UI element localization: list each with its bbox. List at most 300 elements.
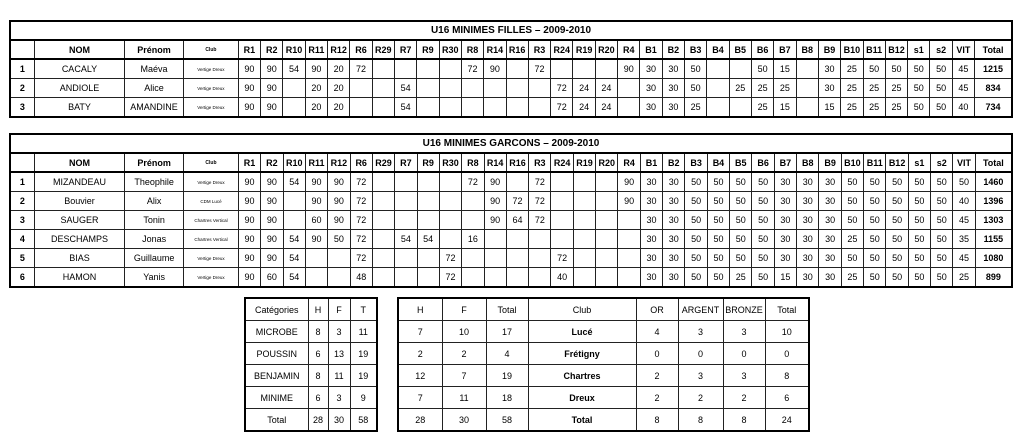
score-cell: 72	[528, 59, 550, 79]
score-cell	[328, 268, 350, 288]
score-cell: 30	[774, 249, 796, 268]
score-cell: 48	[350, 268, 372, 288]
score-cell: 24	[595, 98, 617, 118]
boys-col-header: Total	[975, 153, 1012, 172]
girls-col-header: R30	[439, 40, 461, 59]
score-cell	[372, 59, 394, 79]
score-cell	[707, 79, 729, 98]
score-cell	[462, 211, 484, 230]
score-cell: 30	[663, 249, 685, 268]
girls-col-header: R24	[551, 40, 573, 59]
score-cell: 50	[931, 268, 953, 288]
score-cell	[596, 192, 618, 211]
score-cell: 30	[818, 79, 840, 98]
score-cell	[417, 59, 439, 79]
score-cell: 25	[885, 98, 907, 118]
score-cell	[529, 249, 551, 268]
categories-row	[245, 387, 377, 409]
score-cell: 50	[886, 211, 908, 230]
score-cell	[506, 98, 528, 118]
categories-header-row	[245, 298, 377, 321]
score-cell: 30	[640, 98, 662, 118]
score-cell: 54	[283, 249, 305, 268]
score-cell: 30	[819, 268, 841, 288]
score-cell	[417, 211, 439, 230]
girls-col-header: s2	[930, 40, 952, 59]
boys-col-header: R29	[372, 153, 394, 172]
score-cell: 25	[774, 79, 796, 98]
girls-col-header: R8	[461, 40, 483, 59]
score-cell: 20	[305, 98, 327, 118]
score-cell: 50	[864, 211, 886, 230]
boys-col-header: R11	[305, 153, 327, 172]
clubs-col-header: F	[442, 298, 486, 321]
rank-cell: 6	[10, 268, 34, 288]
boys-col-header: B1	[640, 153, 662, 172]
score-cell: 30	[819, 230, 841, 249]
score-cell: 50	[931, 249, 953, 268]
score-cell	[596, 268, 618, 288]
club-cell: Vertige Dreux	[184, 268, 239, 288]
score-cell	[707, 59, 729, 79]
score-cell: 90	[305, 192, 327, 211]
clubs-cell: 0	[636, 343, 678, 365]
score-cell	[506, 268, 528, 288]
girls-col-header: B6	[751, 40, 773, 59]
clubs-cell: 6	[765, 387, 809, 409]
score-cell: 45	[953, 249, 975, 268]
boys-header-row	[10, 153, 1012, 172]
score-cell: 90	[618, 172, 640, 192]
score-cell: 54	[283, 59, 305, 79]
score-cell: 30	[819, 211, 841, 230]
score-cell	[350, 79, 372, 98]
categories-cell: 9	[350, 387, 377, 409]
clubs-cell: 17	[486, 321, 528, 343]
clubs-cell: 3	[678, 365, 723, 387]
score-cell: 15	[774, 98, 796, 118]
score-cell: 50	[908, 192, 930, 211]
score-cell: 90	[305, 230, 327, 249]
girls-col-header: B2	[662, 40, 684, 59]
clubs-cell: 10	[765, 321, 809, 343]
girls-row	[10, 59, 1012, 79]
categories-cell: 3	[328, 321, 350, 343]
clubs-col-header: BRONZE	[723, 298, 765, 321]
boys-col-header: B4	[707, 153, 729, 172]
prenom-cell: Guillaume	[125, 249, 184, 268]
score-cell: 50	[908, 268, 930, 288]
prenom-cell: AMANDINE	[125, 98, 184, 118]
boys-col-header: R10	[283, 153, 305, 172]
score-cell: 40	[551, 268, 573, 288]
score-cell	[395, 268, 417, 288]
score-cell: 15	[774, 268, 796, 288]
girls-col-header: R12	[328, 40, 350, 59]
score-cell: 90	[238, 268, 260, 288]
score-cell: 90	[261, 211, 283, 230]
rank-cell: 5	[10, 249, 34, 268]
score-cell	[417, 98, 439, 118]
boys-col-header: Club	[184, 153, 239, 172]
score-cell: 25	[729, 79, 751, 98]
score-cell: 72	[439, 268, 461, 288]
score-cell: 30	[797, 249, 819, 268]
clubs-cell: 2	[678, 387, 723, 409]
score-cell	[305, 268, 327, 288]
prenom-cell: Jonas	[125, 230, 184, 249]
score-cell: 30	[663, 192, 685, 211]
clubs-cell: 4	[486, 343, 528, 365]
boys-col-header: NOM	[34, 153, 124, 172]
score-cell: 30	[819, 249, 841, 268]
score-cell: 50	[730, 211, 752, 230]
nom-cell: HAMON	[34, 268, 124, 288]
clubs-cell: 2	[398, 343, 442, 365]
girls-col-header: B10	[841, 40, 863, 59]
score-cell: 50	[328, 230, 350, 249]
score-cell: 54	[417, 230, 439, 249]
boys-col-header: R30	[439, 153, 461, 172]
score-cell	[729, 98, 751, 118]
girls-col-header: R20	[595, 40, 617, 59]
boys-row	[10, 211, 1012, 230]
score-cell	[573, 268, 595, 288]
score-cell	[618, 268, 640, 288]
score-cell	[283, 79, 305, 98]
score-cell: 30	[797, 172, 819, 192]
score-cell: 90	[618, 59, 640, 79]
total-cell: 734	[975, 98, 1012, 118]
score-cell: 25	[885, 79, 907, 98]
club-cell: Vertige Dreux	[183, 98, 238, 118]
score-cell: 20	[328, 79, 350, 98]
categories-cell: 3	[328, 387, 350, 409]
score-cell: 90	[305, 172, 327, 192]
categories-cell: 6	[308, 343, 328, 365]
score-cell: 50	[730, 230, 752, 249]
score-cell: 30	[774, 192, 796, 211]
score-cell: 30	[797, 268, 819, 288]
score-cell	[506, 79, 528, 98]
boys-table-title: U16 MINIMES GARCONS – 2009-2010	[10, 134, 1012, 153]
girls-col-header: R1	[238, 40, 260, 59]
score-cell: 50	[752, 249, 774, 268]
score-cell: 50	[931, 211, 953, 230]
score-cell	[394, 59, 416, 79]
score-cell	[461, 79, 483, 98]
score-cell: 90	[484, 172, 506, 192]
score-cell	[372, 172, 394, 192]
score-cell: 50	[930, 98, 952, 118]
girls-col-header: B3	[685, 40, 707, 59]
score-cell: 50	[886, 192, 908, 211]
score-cell: 16	[462, 230, 484, 249]
clubs-header-row	[398, 298, 809, 321]
girls-table-title: U16 MINIMES FILLES – 2009-2010	[10, 21, 1012, 40]
score-cell: 50	[908, 79, 930, 98]
score-cell: 72	[350, 249, 372, 268]
score-cell: 50	[841, 211, 863, 230]
score-cell: 90	[261, 230, 283, 249]
club-cell: Vertige Dreux	[184, 172, 239, 192]
score-cell: 30	[640, 79, 662, 98]
score-cell	[372, 98, 394, 118]
score-cell: 30	[774, 211, 796, 230]
score-cell	[484, 79, 506, 98]
girls-col-header: B9	[818, 40, 840, 59]
clubs-cell: Dreux	[528, 387, 636, 409]
score-cell: 30	[663, 172, 685, 192]
score-cell: 54	[394, 79, 416, 98]
rank-cell: 2	[10, 192, 34, 211]
score-cell: 50	[685, 192, 707, 211]
score-cell	[573, 192, 595, 211]
score-cell: 25	[685, 98, 707, 118]
clubs-cell: 4	[636, 321, 678, 343]
categories-cell: MINIME	[245, 387, 308, 409]
score-cell: 50	[685, 249, 707, 268]
clubs-cell: 0	[765, 343, 809, 365]
clubs-cell: 7	[398, 387, 442, 409]
nom-cell: Bouvier	[34, 192, 124, 211]
prenom-cell: Yanis	[125, 268, 184, 288]
nom-cell: ANDIOLE	[34, 79, 124, 98]
score-cell: 25	[863, 79, 885, 98]
boys-row	[10, 172, 1012, 192]
girls-col-header	[10, 40, 34, 59]
score-cell: 40	[953, 192, 975, 211]
score-cell: 60	[305, 211, 327, 230]
score-cell	[484, 230, 506, 249]
score-cell: 25	[730, 268, 752, 288]
girls-col-header: B7	[774, 40, 796, 59]
categories-cell: 8	[308, 321, 328, 343]
girls-col-header: R3	[528, 40, 550, 59]
score-cell: 50	[908, 172, 930, 192]
clubs-col-header: Club	[528, 298, 636, 321]
clubs-cell: 8	[636, 409, 678, 432]
score-cell: 50	[931, 192, 953, 211]
score-cell: 50	[885, 59, 907, 79]
boys-col-header: R4	[618, 153, 640, 172]
rank-cell: 3	[10, 98, 34, 118]
boys-col-header: s2	[931, 153, 953, 172]
girls-col-header: R14	[484, 40, 506, 59]
categories-cell: 58	[350, 409, 377, 432]
score-cell: 30	[663, 268, 685, 288]
club-cell: CDM Lucé	[184, 192, 239, 211]
score-cell: 50	[930, 59, 952, 79]
score-cell: 30	[662, 59, 684, 79]
score-cell: 50	[886, 249, 908, 268]
prenom-cell: Tonin	[125, 211, 184, 230]
club-cell: Vertige Dreux	[183, 59, 238, 79]
categories-cell: BENJAMIN	[245, 365, 308, 387]
score-cell: 50	[841, 249, 863, 268]
score-cell: 20	[328, 59, 350, 79]
clubs-row	[398, 387, 809, 409]
score-cell: 90	[261, 172, 283, 192]
girls-col-header: R10	[283, 40, 305, 59]
boys-col-header	[10, 153, 34, 172]
boys-col-header: R20	[596, 153, 618, 172]
score-cell	[417, 79, 439, 98]
score-cell	[305, 249, 327, 268]
score-cell: 72	[439, 249, 461, 268]
prenom-cell: Alice	[125, 79, 184, 98]
score-cell: 90	[261, 98, 283, 118]
score-cell: 50	[930, 79, 952, 98]
club-cell: Vertige Dreux	[184, 249, 239, 268]
boys-col-header: B5	[730, 153, 752, 172]
score-cell: 45	[952, 79, 974, 98]
score-cell	[618, 98, 640, 118]
boys-row	[10, 230, 1012, 249]
score-cell: 50	[864, 249, 886, 268]
categories-col-header: T	[350, 298, 377, 321]
score-cell	[595, 59, 617, 79]
categories-cell: 28	[308, 409, 328, 432]
boys-results-table	[9, 133, 1013, 288]
clubs-cell: 58	[486, 409, 528, 432]
score-cell	[439, 192, 461, 211]
score-cell: 90	[484, 59, 506, 79]
girls-col-header: R2	[261, 40, 283, 59]
score-cell: 30	[818, 59, 840, 79]
categories-cell: 19	[350, 365, 377, 387]
clubs-cell: Lucé	[528, 321, 636, 343]
clubs-cell: 18	[486, 387, 528, 409]
score-cell: 50	[685, 230, 707, 249]
rank-cell: 4	[10, 230, 34, 249]
score-cell	[372, 268, 394, 288]
score-cell: 72	[506, 192, 528, 211]
boys-col-header: R19	[573, 153, 595, 172]
score-cell: 30	[797, 192, 819, 211]
score-cell: 50	[730, 172, 752, 192]
clubs-cell: 8	[765, 365, 809, 387]
girls-col-header: R19	[573, 40, 595, 59]
girls-col-header: B12	[885, 40, 907, 59]
score-cell	[395, 211, 417, 230]
score-cell	[551, 192, 573, 211]
girls-col-header: NOM	[34, 40, 124, 59]
score-cell: 30	[819, 172, 841, 192]
girls-col-header: R9	[417, 40, 439, 59]
boys-col-header: R16	[506, 153, 528, 172]
boys-col-header: B2	[663, 153, 685, 172]
score-cell	[573, 59, 595, 79]
score-cell: 35	[953, 230, 975, 249]
score-cell: 50	[752, 172, 774, 192]
score-cell: 50	[751, 59, 773, 79]
score-cell: 25	[953, 268, 975, 288]
boys-col-header: VIT	[953, 153, 975, 172]
score-cell: 25	[841, 98, 863, 118]
score-cell: 72	[350, 230, 372, 249]
nom-cell: BIAS	[34, 249, 124, 268]
boys-col-header: B10	[841, 153, 863, 172]
clubs-cell: 24	[765, 409, 809, 432]
score-cell	[573, 172, 595, 192]
categories-row	[245, 321, 377, 343]
score-cell: 90	[238, 172, 260, 192]
clubs-cell: 3	[723, 365, 765, 387]
nom-cell: CACALY	[34, 59, 124, 79]
boys-col-header: R7	[395, 153, 417, 172]
score-cell: 50	[685, 172, 707, 192]
clubs-cell: 2	[442, 343, 486, 365]
clubs-col-header: ARGENT	[678, 298, 723, 321]
categories-col-header: Catégories	[245, 298, 308, 321]
clubs-cell: 8	[678, 409, 723, 432]
clubs-row	[398, 321, 809, 343]
girls-row	[10, 79, 1012, 98]
score-cell	[796, 79, 818, 98]
categories-cell: 19	[350, 343, 377, 365]
score-cell: 72	[551, 79, 573, 98]
score-cell: 25	[841, 268, 863, 288]
score-cell: 90	[238, 192, 260, 211]
score-cell: 30	[640, 230, 662, 249]
prenom-cell: Maéva	[125, 59, 184, 79]
girls-col-header: R16	[506, 40, 528, 59]
girls-col-header: Total	[975, 40, 1012, 59]
clubs-col-header: H	[398, 298, 442, 321]
score-cell: 30	[663, 211, 685, 230]
score-cell: 50	[752, 192, 774, 211]
girls-col-header: B5	[729, 40, 751, 59]
boys-col-header: B12	[886, 153, 908, 172]
score-cell: 90	[261, 79, 283, 98]
score-cell	[462, 268, 484, 288]
score-cell	[328, 249, 350, 268]
girls-col-header: R11	[305, 40, 327, 59]
categories-cell: 8	[308, 365, 328, 387]
score-cell	[506, 249, 528, 268]
score-cell	[618, 79, 640, 98]
score-cell	[528, 79, 550, 98]
score-cell: 50	[752, 211, 774, 230]
score-cell: 54	[283, 230, 305, 249]
score-cell: 30	[640, 172, 662, 192]
score-cell: 72	[350, 59, 372, 79]
score-cell: 30	[797, 230, 819, 249]
score-cell	[439, 172, 461, 192]
score-cell	[551, 211, 573, 230]
score-cell: 72	[462, 172, 484, 192]
score-cell: 30	[663, 230, 685, 249]
score-cell: 90	[328, 172, 350, 192]
rank-cell: 1	[10, 172, 34, 192]
score-cell: 50	[886, 230, 908, 249]
score-cell: 72	[350, 192, 372, 211]
score-cell: 50	[707, 268, 729, 288]
score-cell: 30	[662, 98, 684, 118]
clubs-cell: 28	[398, 409, 442, 432]
score-cell: 50	[863, 59, 885, 79]
score-cell: 50	[752, 230, 774, 249]
score-cell: 54	[395, 230, 417, 249]
score-cell: 25	[751, 79, 773, 98]
rank-cell: 2	[10, 79, 34, 98]
score-cell	[506, 172, 528, 192]
boys-col-header: R3	[529, 153, 551, 172]
clubs-cell: 3	[723, 321, 765, 343]
score-cell	[596, 172, 618, 192]
score-cell: 54	[394, 98, 416, 118]
